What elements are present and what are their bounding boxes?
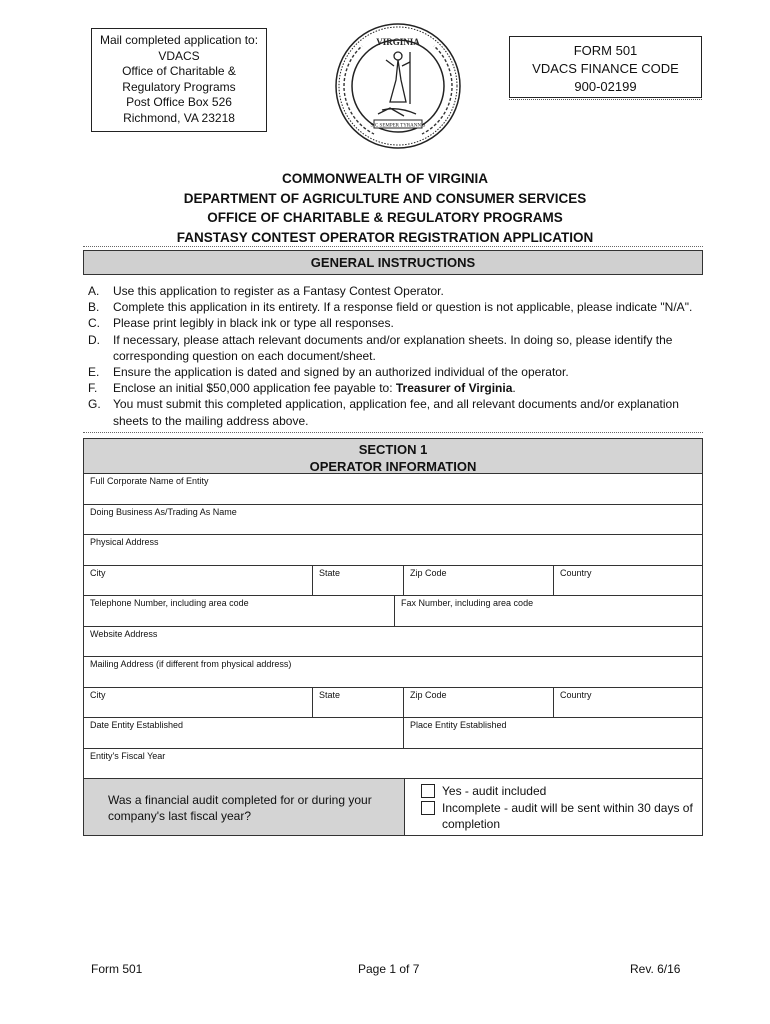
instruction-item: D. If necessary, please attach relevant documents and/or explanation sheets. In doing so, please identify the corresponding question on each document/sheet.	[88, 332, 673, 363]
virginia-seal-icon	[334, 22, 462, 150]
telephone-field[interactable]: Telephone Number, including area code	[90, 598, 249, 608]
instruction-item: B. Complete this application in its entirety. If a response field or question is not applicable, please indicate "N/A".	[88, 300, 693, 315]
instructions-list	[88, 283, 698, 429]
instruction-item: A. Use this application to register as a Fantasy Contest Operator.	[88, 284, 444, 298]
divider	[83, 246, 703, 247]
zip-code-field[interactable]: Zip Code	[403, 566, 553, 596]
form-row	[84, 749, 702, 780]
form-row	[84, 596, 702, 627]
date-established-field[interactable]: Date Entity Established	[90, 720, 184, 730]
mailing-country-field[interactable]: Country	[553, 688, 702, 718]
section-1-header	[83, 438, 703, 474]
form-row	[84, 688, 702, 719]
divider	[83, 432, 703, 433]
physical-address-field[interactable]: Physical Address	[90, 537, 159, 547]
svg-text:VIRGINIA: VIRGINIA	[376, 37, 420, 47]
city-field[interactable]: City	[90, 567, 106, 578]
mailing-zip-field[interactable]: Zip Code	[403, 688, 553, 718]
document-title	[60, 169, 710, 247]
form-row	[84, 474, 702, 505]
website-field[interactable]: Website Address	[90, 628, 158, 639]
svg-text:SIC SEMPER TYRANNIS: SIC SEMPER TYRANNIS	[370, 123, 426, 129]
audit-question: Was a financial audit completed for or during your company's last fiscal year?	[84, 779, 404, 835]
title-line: DEPARTMENT OF AGRICULTURE AND CONSUMER SERVICES	[183, 190, 587, 206]
mailing-address-field[interactable]: Mailing Address (if different from physical address)	[90, 659, 292, 669]
section-title: SECTION 1	[358, 442, 428, 457]
title-line: COMMONWEALTH OF VIRGINIA	[282, 171, 488, 186]
audit-incomplete-checkbox[interactable]	[421, 801, 435, 815]
state-field[interactable]: State	[312, 566, 403, 596]
instruction-item: C. Please print legibly in black ink or type all responses.	[88, 316, 394, 331]
form-row	[84, 657, 702, 688]
fax-field[interactable]: Fax Number, including area code	[394, 596, 702, 626]
mailing-state-field[interactable]: State	[312, 688, 403, 718]
fiscal-year-field[interactable]: Entity's Fiscal Year	[90, 750, 166, 761]
mailing-city-field[interactable]: City	[90, 689, 106, 700]
footer-revision: Rev. 6/16	[630, 962, 681, 976]
mail-line: Richmond, VA 23218	[123, 110, 235, 125]
audit-question-row	[83, 779, 703, 836]
country-field[interactable]: Country	[553, 566, 702, 596]
mail-line: Office of Charitable &	[122, 64, 236, 78]
payee-name: Treasurer of Virginia	[395, 381, 513, 396]
form-number: FORM 501	[573, 43, 638, 58]
form-row	[84, 627, 702, 658]
dba-field[interactable]: Doing Business As/Trading As Name	[90, 506, 237, 517]
finance-code-label: VDACS FINANCE CODE	[532, 61, 679, 76]
audit-yes-checkbox[interactable]	[421, 784, 435, 798]
mail-line: Post Office Box 526	[126, 95, 232, 109]
operator-info-grid	[83, 474, 703, 779]
mailing-address-box	[91, 28, 267, 132]
finance-code: 900-02199	[574, 79, 637, 94]
mail-line: Mail completed application to:	[99, 33, 259, 47]
audit-yes-label: Yes - audit included	[442, 784, 547, 798]
instruction-item: G. You must submit this completed application, application fee, and all relevant documents and/or explanation sheets to the mailing address above.	[88, 397, 679, 428]
form-row	[84, 566, 702, 597]
instruction-item: E. Ensure the application is dated and signed by an authorized individual of the operator.	[88, 365, 569, 380]
corporate-name-field[interactable]: Full Corporate Name of Entity	[90, 476, 209, 486]
audit-options	[404, 779, 702, 835]
mail-line: Regulatory Programs	[122, 79, 236, 94]
form-row	[84, 718, 702, 749]
title-line: OFFICE OF CHARITABLE & REGULATORY PROGRAMS	[207, 210, 563, 225]
place-established-field[interactable]: Place Entity Established	[403, 718, 702, 748]
footer-page-number: Page 1 of 7	[358, 962, 420, 976]
instruction-item: F. Enclose an initial $50,000 application fee payable to: Treasurer of Virginia.	[88, 381, 516, 396]
general-instructions-heading: GENERAL INSTRUCTIONS	[83, 250, 703, 275]
mail-line: VDACS	[158, 48, 200, 63]
form-row	[84, 505, 702, 536]
section-subtitle: OPERATOR INFORMATION	[309, 459, 477, 474]
footer-form-number: Form 501	[91, 962, 143, 976]
form-code-box	[509, 36, 702, 98]
title-line: FANSTASY CONTEST OPERATOR REGISTRATION APPLICATION	[176, 229, 594, 245]
form-row	[84, 535, 702, 566]
audit-incomplete-label: Incomplete - audit will be sent within 30 days of completion	[442, 801, 693, 831]
